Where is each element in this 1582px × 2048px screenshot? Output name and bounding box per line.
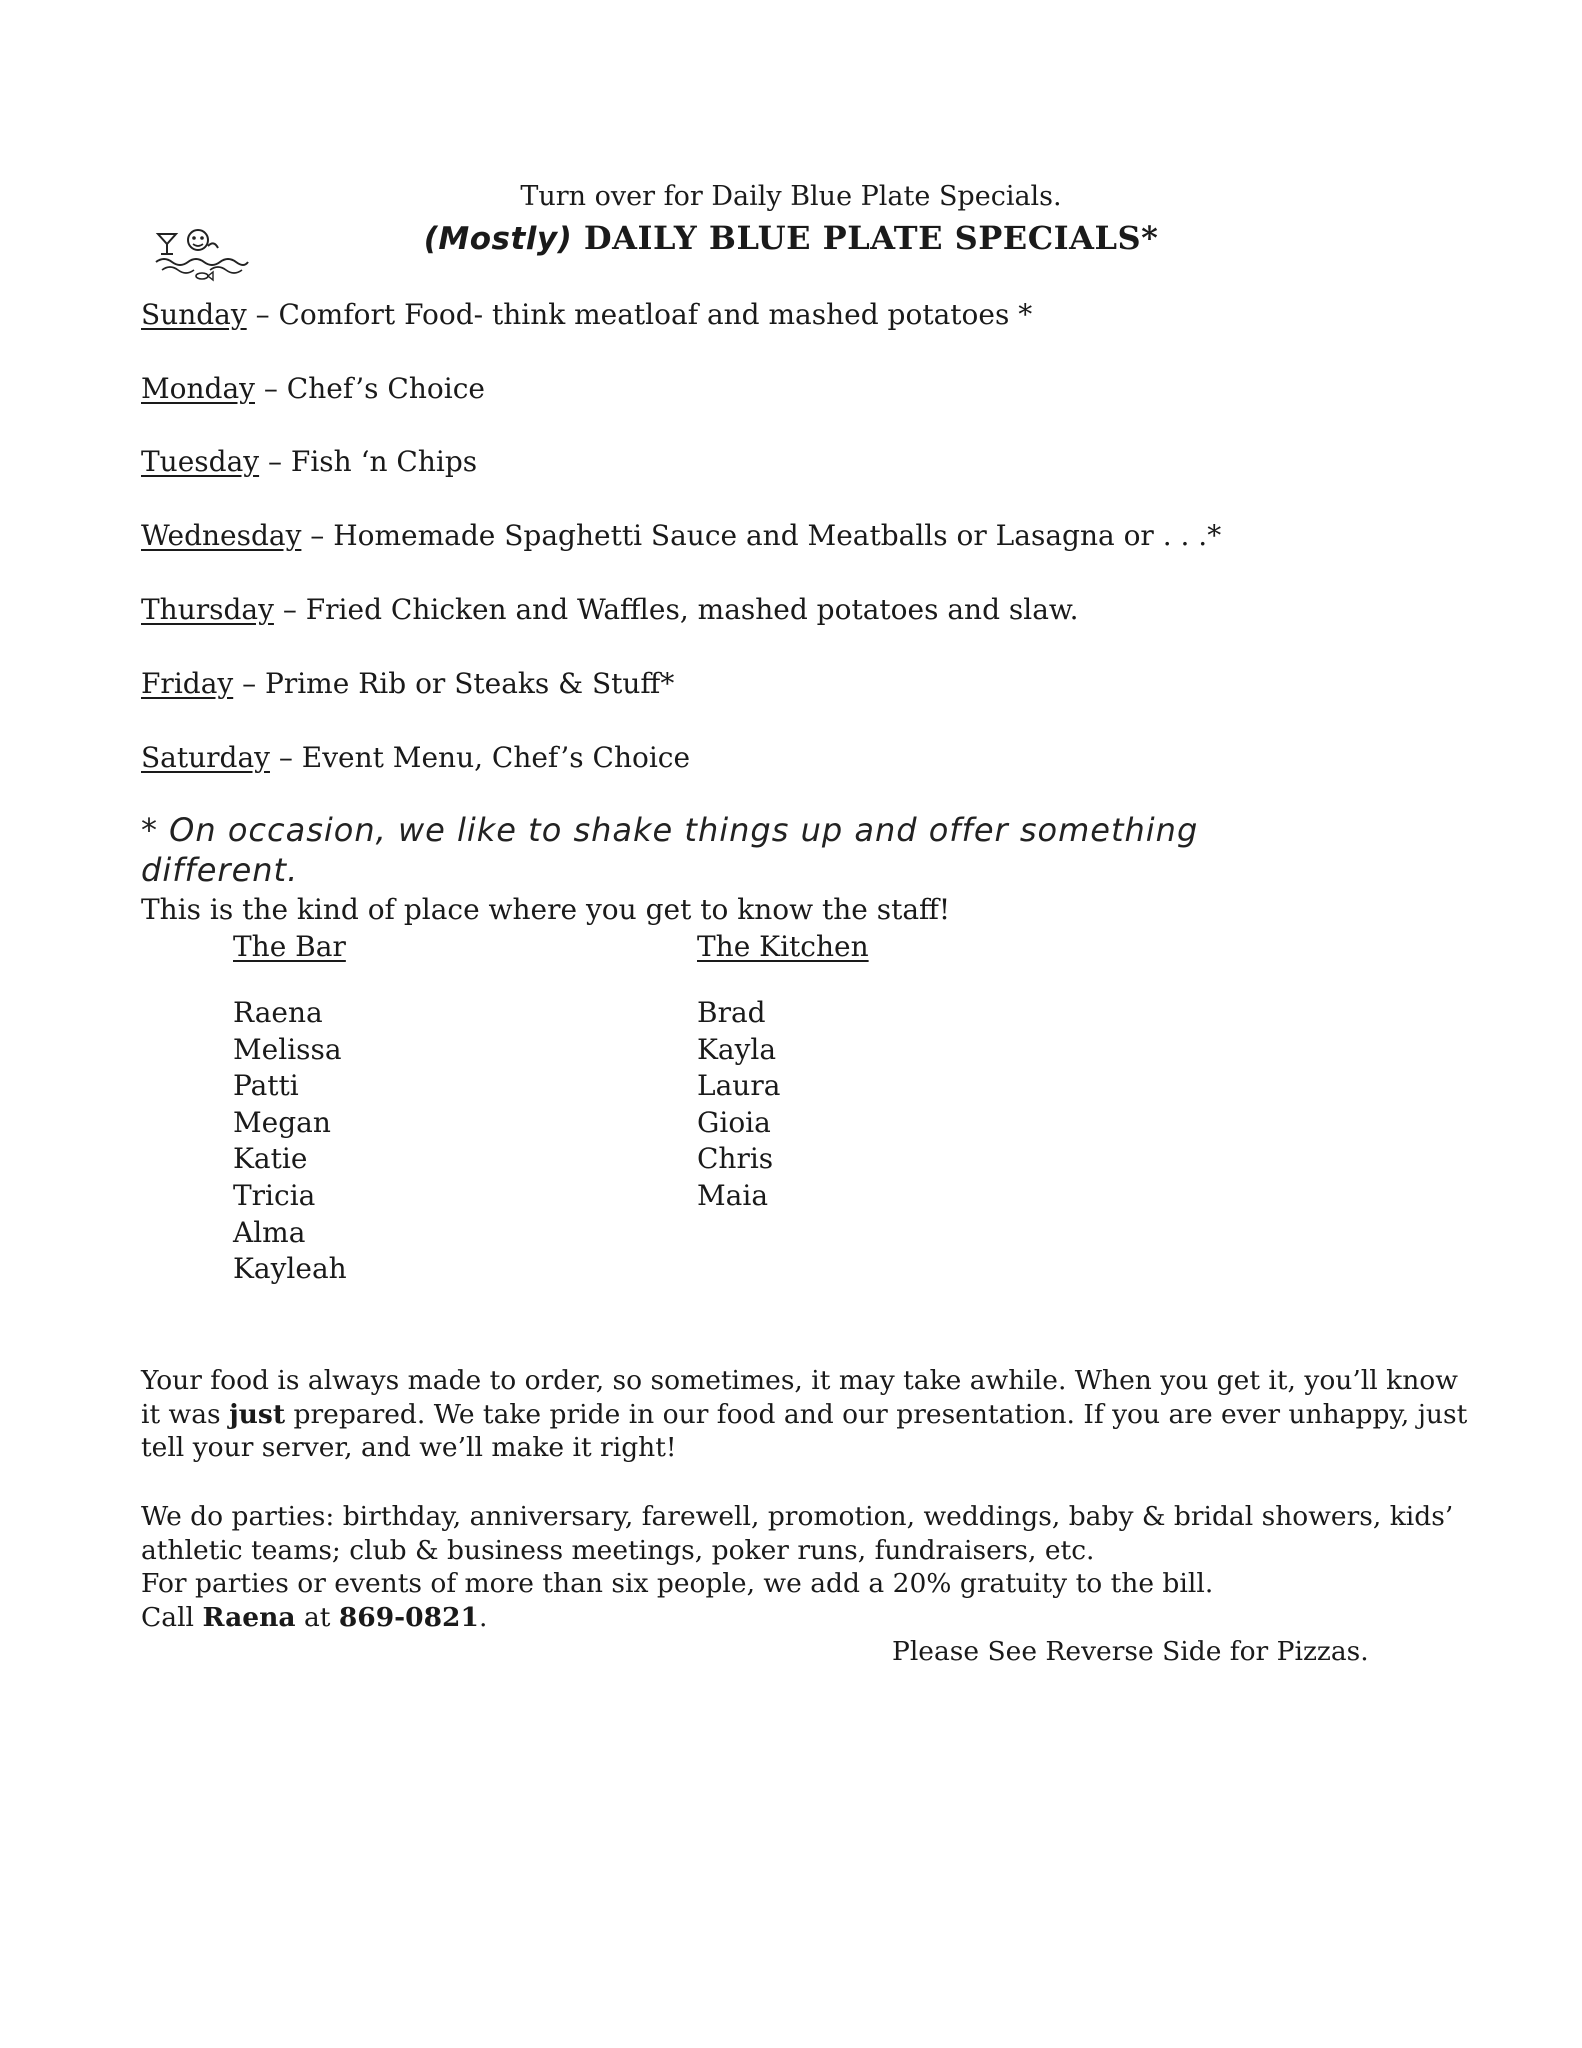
special-text: – Fish ‘n Chips xyxy=(259,445,478,478)
page-title xyxy=(0,219,1582,257)
special-text: – Chef’s Choice xyxy=(255,372,485,405)
special-tuesday xyxy=(141,445,477,478)
special-day: Tuesday xyxy=(141,445,260,478)
kitchen-staff-list xyxy=(697,995,780,1215)
paragraph-line: We do parties: birthday, anniversary, farewell, promotion, weddings, baby & bridal showers, kids’ xyxy=(141,1501,1454,1532)
special-text: – Event Menu, Chef’s Choice xyxy=(269,741,691,774)
list-item: Chris xyxy=(697,1142,774,1176)
special-day: Thursday xyxy=(141,593,274,626)
special-text: – Prime Rib or Steaks & Stuff* xyxy=(233,667,675,700)
list-item: Melissa xyxy=(233,1032,342,1066)
list-item: Kayla xyxy=(697,1032,777,1066)
paragraph-line: Your food is always made to order, so sometimes, it may take awhile. When you get it, you’ll know xyxy=(141,1365,1458,1396)
list-item: Gioia xyxy=(697,1105,771,1139)
list-item: Brad xyxy=(697,996,766,1029)
list-item: Tricia xyxy=(233,1178,316,1212)
parties-paragraph xyxy=(141,1500,1454,1634)
list-item: Katie xyxy=(233,1142,308,1176)
special-monday xyxy=(141,372,485,405)
bar-heading: The Bar xyxy=(233,930,346,963)
special-day: Sunday xyxy=(141,298,247,331)
special-text: – Comfort Food- think meatloaf and mashed potatoes * xyxy=(246,298,1033,331)
food-made-to-order-paragraph xyxy=(141,1364,1468,1465)
list-item: Raena xyxy=(233,996,323,1029)
special-friday xyxy=(141,667,674,700)
special-day: Friday xyxy=(141,667,234,700)
special-wednesday xyxy=(141,519,1221,552)
emphasis-just: just xyxy=(229,1398,286,1430)
special-thursday xyxy=(141,593,1078,626)
list-item: Alma xyxy=(233,1215,306,1249)
paragraph-line: it was just prepared. We take pride in our food and our presentation. If you are ever unhappy, just xyxy=(141,1398,1468,1430)
reverse-side-note: Please See Reverse Side for Pizzas. xyxy=(892,1636,1369,1667)
staff-intro: This is the kind of place where you get to know the staff! xyxy=(141,893,951,926)
paragraph-line: For parties or events of more than six people, we add a 20% gratuity to the bill. xyxy=(141,1568,1214,1599)
special-text: – Homemade Spaghetti Sauce and Meatballs or Lasagna or . . .* xyxy=(301,519,1222,552)
special-saturday xyxy=(141,741,690,774)
contact-name: Raena xyxy=(202,1601,296,1633)
list-item: Kayleah xyxy=(233,1252,347,1286)
special-day: Wednesday xyxy=(141,519,302,552)
special-text: – Fried Chicken and Waffles, mashed potatoes and slaw. xyxy=(273,593,1079,626)
bar-staff-list xyxy=(233,995,347,1288)
contact-phone: 869-0821 xyxy=(338,1601,479,1633)
special-sunday xyxy=(141,298,1032,331)
list-item: Laura xyxy=(697,1069,781,1103)
paragraph-line: athletic teams; club & business meetings, poker runs, fundraisers, etc. xyxy=(141,1534,1095,1566)
special-day: Saturday xyxy=(141,741,270,774)
list-item: Maia xyxy=(697,1178,769,1212)
list-item: Patti xyxy=(233,1069,299,1103)
turn-over-note: Turn over for Daily Blue Plate Specials. xyxy=(520,181,1062,212)
occasion-footnote: * On occasion, we like to shake things up and offer something different. xyxy=(141,811,1199,889)
list-item: Megan xyxy=(233,1105,331,1139)
special-day: Monday xyxy=(141,372,255,405)
title-main: DAILY BLUE PLATE SPECIALS* xyxy=(583,219,1159,257)
call-line: Call Raena at 869-0821. xyxy=(141,1601,488,1633)
kitchen-heading: The Kitchen xyxy=(697,930,869,963)
title-mostly: (Mostly) xyxy=(423,221,573,257)
paragraph-line: tell your server, and we’ll make it right! xyxy=(141,1432,677,1463)
